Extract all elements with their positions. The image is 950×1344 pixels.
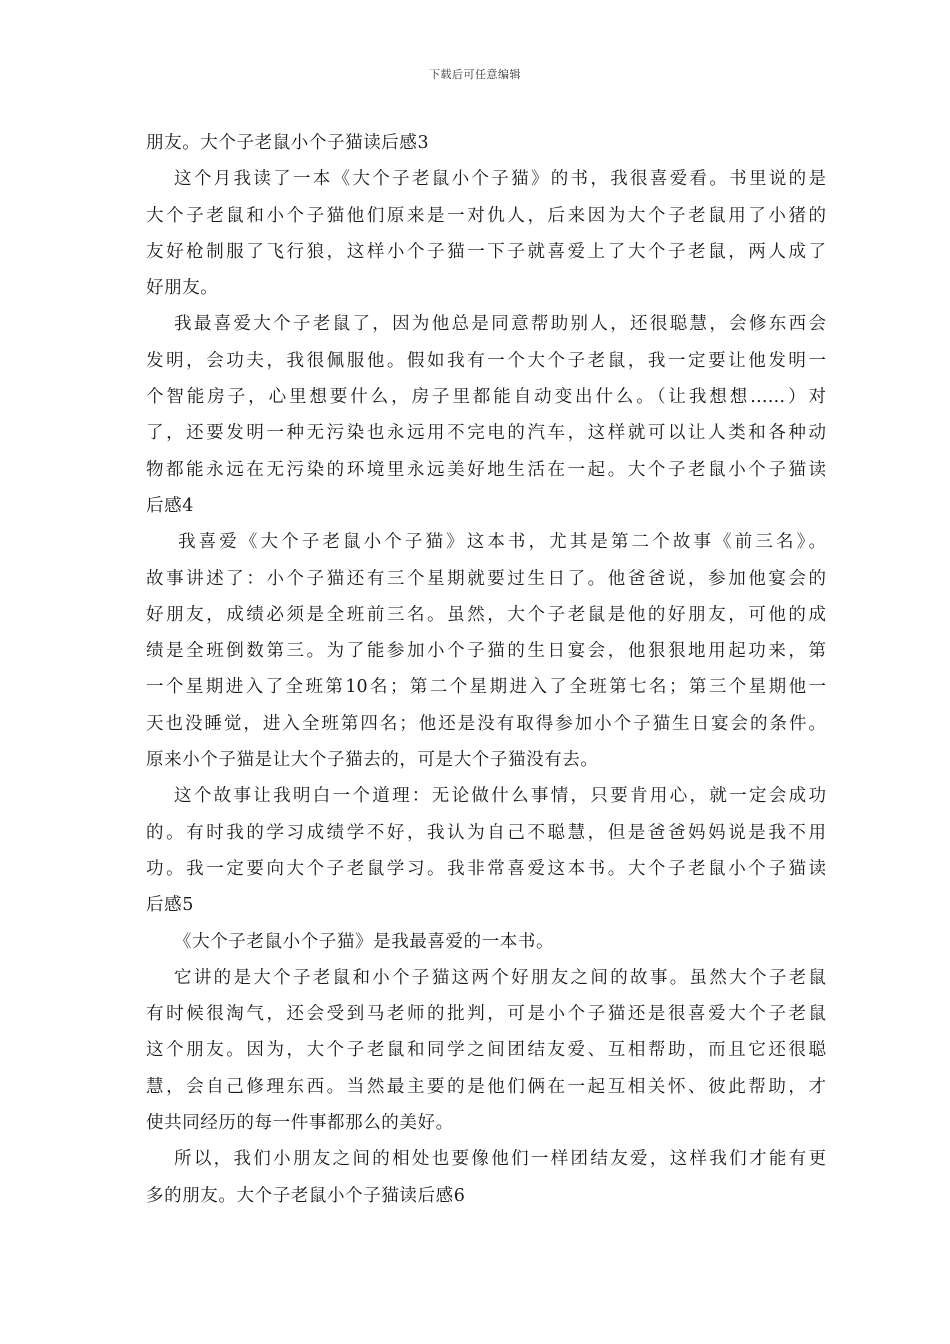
text-line: 原来小个子猫是让大个子猫去的，可是大个子猫没有去。 xyxy=(146,750,599,771)
text-line: 它讲的是大个子老鼠和小个子猫这两个好朋友之间的故事。虽然大个子老鼠 xyxy=(174,967,826,988)
page-header: 下载后可任意编辑 xyxy=(429,68,521,81)
text-line: 后感5 xyxy=(146,895,194,916)
text-line: 有时候很淘气，还会受到马老师的批判，可是小个子猫还是很喜爱大个子老鼠 xyxy=(146,1004,826,1025)
text-line: 大个子老鼠和小个子猫他们原来是一对仇人，后来因为大个子老鼠用了小猪的 xyxy=(146,205,826,226)
text-line: 这个朋友。因为，大个子老鼠和同学之间团结友爱、互相帮助，而且它还很聪 xyxy=(146,1040,826,1061)
text-line: 故事讲述了：小个子猫还有三个星期就要过生日了。他爸爸说，参加他宴会的 xyxy=(146,568,826,589)
text-line: 后感4 xyxy=(146,495,194,516)
text-line: 《大个子老鼠小个子猫》是我最喜爱的一本书。 xyxy=(174,931,555,952)
text-line: 好朋友，成绩必须是全班前三名。虽然，大个子老鼠是他的好朋友，可他的成 xyxy=(146,604,826,625)
text-line: 我喜爱《大个子老鼠小个子猫》这本书，尤其是第二个故事《前三名》。 xyxy=(178,532,826,553)
text-line: 我最喜爱大个子老鼠了，因为他总是同意帮助别人，还很聪慧，会修东西会 xyxy=(174,314,826,335)
text-line: 友好枪制服了飞行狼，这样小个子猫一下子就喜爱上了大个子老鼠，两人成了 xyxy=(146,241,826,262)
text-line: 天也没睡觉，进入全班第四名；他还是没有取得参加小个子猫生日宴会的条件。 xyxy=(146,713,826,734)
text-line: 个智能房子，心里想要什么，房子里都能自动变出什么。（让我想想……）对 xyxy=(146,387,826,408)
document-body xyxy=(146,125,826,1214)
text-line: 慧，会自己修理东西。当然最主要的是他们俩在一起互相关怀、彼此帮助，才 xyxy=(146,1076,826,1097)
text-line: 好朋友。 xyxy=(146,278,219,299)
text-line: 一个星期进入了全班第10名；第二个星期进入了全班第七名；第三个星期他一 xyxy=(146,677,826,698)
text-line: 发明，会功夫，我很佩服他。假如我有一个大个子老鼠，我一定要让他发明一 xyxy=(146,350,826,371)
text-line: 这个月我读了一本《大个子老鼠小个子猫》的书，我很喜爱看。书里说的是 xyxy=(174,169,826,190)
text-line: 绩是全班倒数第三。为了能参加小个子猫的生日宴会，他狠狠地用起功来，第 xyxy=(146,641,826,662)
text-line: 这个故事让我明白一个道理：无论做什么事情，只要肯用心，就一定会成功 xyxy=(174,786,826,807)
text-line: 物都能永远在无污染的环境里永远美好地生活在一起。大个子老鼠小个子猫读 xyxy=(146,459,826,480)
text-line: 了，还要发明一种无污染也永远用不完电的汽车，这样就可以让人类和各种动 xyxy=(146,423,826,444)
text-line: 多的朋友。大个子老鼠小个子猫读后感6 xyxy=(146,1185,466,1206)
text-line: 所以，我们小朋友之间的相处也要像他们一样团结友爱，这样我们才能有更 xyxy=(174,1149,826,1170)
text-line: 的。有时我的学习成绩学不好，我认为自己不聪慧，但是爸爸妈妈说是我不用 xyxy=(146,822,826,843)
text-line: 使共同经历的每一件事都那么的美好。 xyxy=(146,1113,454,1134)
text-line: 功。我一定要向大个子老鼠学习。我非常喜爱这本书。大个子老鼠小个子猫读 xyxy=(146,858,826,879)
text-line: 朋友。大个子老鼠小个子猫读后感3 xyxy=(146,133,430,153)
